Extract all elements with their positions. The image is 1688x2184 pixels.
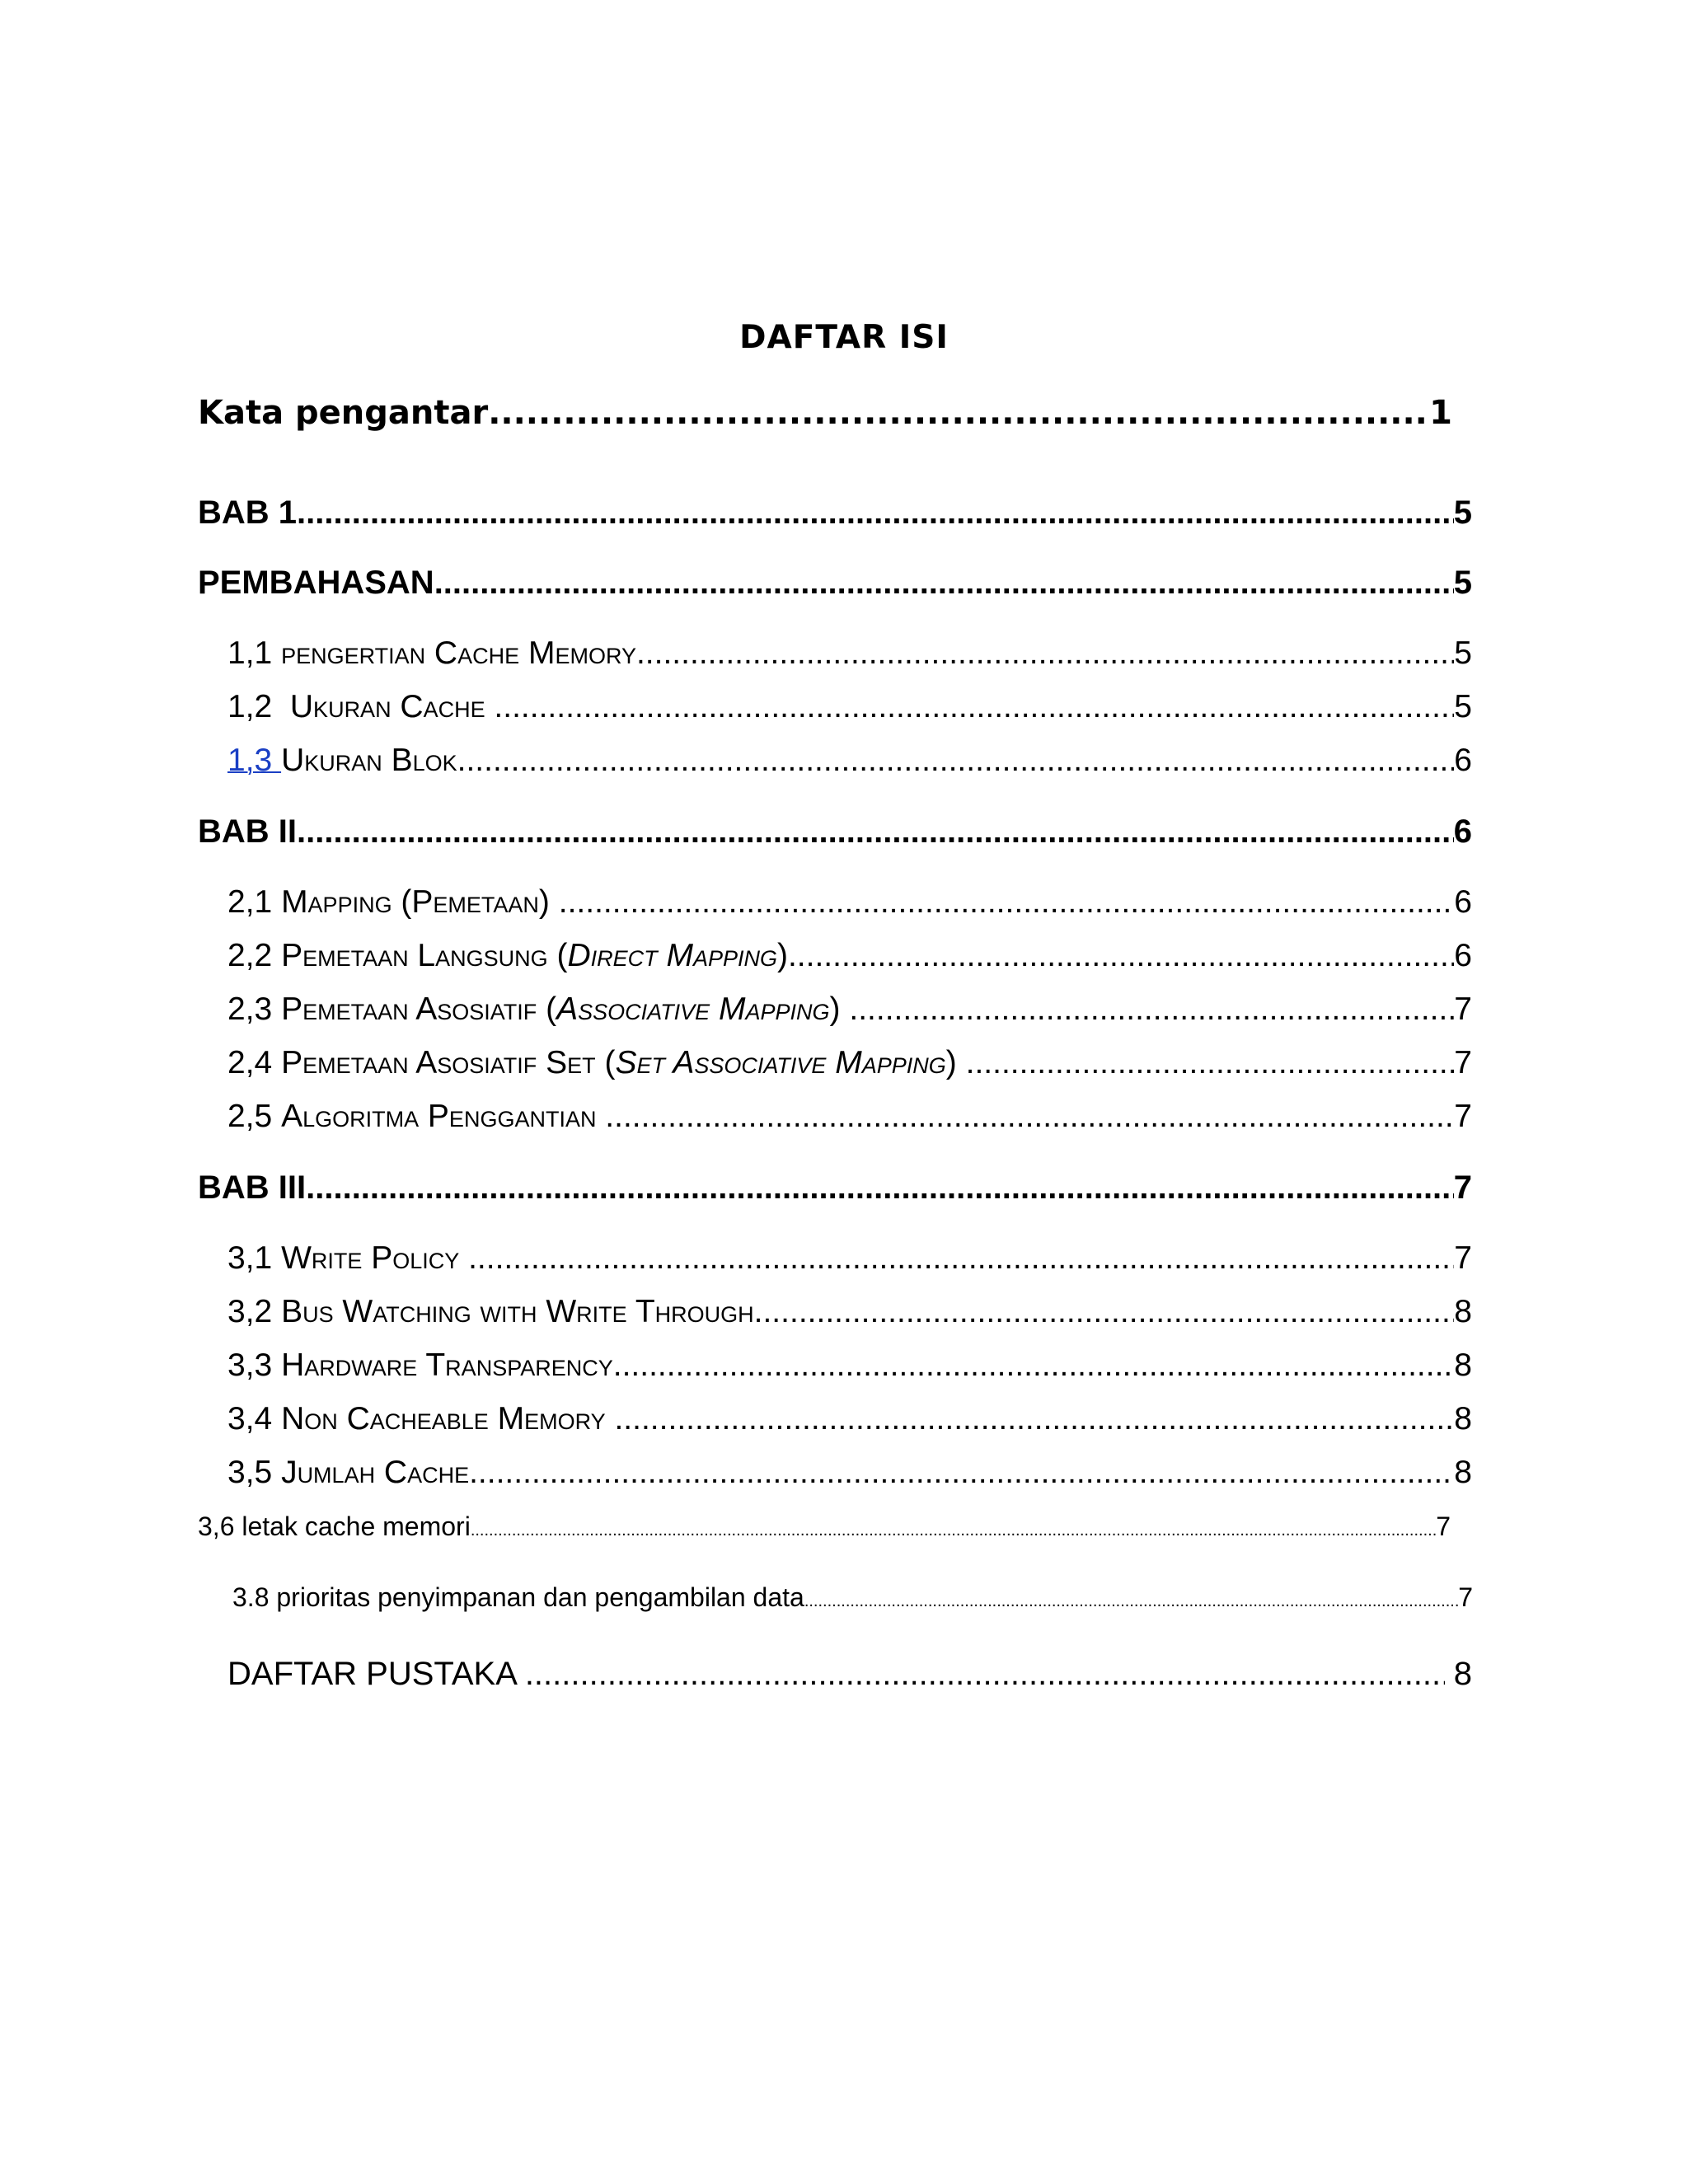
toc-entry-label-group <box>227 1455 469 1491</box>
toc-entry-label-group <box>227 1401 614 1437</box>
toc-entry-label-close: ) <box>829 991 850 1027</box>
toc-entry-label: Hardware Transparency <box>281 1347 613 1383</box>
toc-page-number: 6 <box>1454 938 1472 973</box>
toc-entry-3-2[interactable] <box>227 1294 1472 1338</box>
toc-entry-1-3[interactable] <box>227 743 1472 787</box>
toc-page-number: 7 <box>1458 1582 1473 1612</box>
toc-page-number: 7 <box>1454 991 1472 1027</box>
toc-entry-number: 2,3 <box>227 991 282 1027</box>
toc-entry-bab-1[interactable] <box>198 494 1472 541</box>
toc-entry-label-italic: Direct Mapping <box>567 938 777 973</box>
toc-page-number: 8 <box>1444 1656 1472 1692</box>
toc-entry-kata-pengantar[interactable] <box>198 394 1452 440</box>
toc-entry-label-group <box>227 689 494 725</box>
toc-entry-label-group <box>227 1294 754 1330</box>
toc-entry-2-5[interactable] <box>227 1099 1472 1143</box>
toc-entry-label-group <box>227 991 849 1028</box>
toc-page-number: 7 <box>1454 1045 1472 1080</box>
toc-entry-label-italic: Associative Mapping <box>556 991 830 1027</box>
dot-leader <box>469 1455 1454 1491</box>
toc-entry-bab-3[interactable] <box>198 1169 1472 1216</box>
dot-leader <box>966 1045 1455 1081</box>
toc-entry-2-1[interactable] <box>227 884 1472 929</box>
dot-leader <box>636 635 1454 672</box>
toc-entry-3-5[interactable] <box>227 1455 1472 1499</box>
toc-entry-number: 2,4 <box>227 1045 282 1080</box>
toc-entry-label: PEMBAHASAN <box>198 565 434 601</box>
toc-entry-number: 2,2 <box>227 938 282 973</box>
toc-entry-label: Bus Watching with Write Through <box>281 1294 754 1329</box>
toc-entry-number: 3,2 <box>227 1294 282 1329</box>
toc-entry-label: DAFTAR PUSTAKA <box>227 1656 525 1692</box>
dot-leader <box>525 1656 1445 1693</box>
toc-entry-number: 3,5 <box>227 1455 282 1490</box>
dot-leader <box>849 991 1454 1028</box>
toc-entry-2-2[interactable] <box>227 938 1472 982</box>
toc-entry-label: Non Cacheable Memory <box>281 1401 615 1436</box>
toc-page-number: 8 <box>1454 1455 1472 1490</box>
toc-page-number: 5 <box>1453 565 1472 601</box>
toc-entry-3-4[interactable] <box>227 1401 1472 1446</box>
toc-entry-label: 3,6 letak cache memori <box>198 1511 471 1541</box>
toc-page-number: 5 <box>1454 689 1472 724</box>
toc-page-number: 6 <box>1454 884 1472 920</box>
toc-entry-label-group <box>227 1240 468 1277</box>
toc-entry-3-3[interactable] <box>227 1347 1472 1392</box>
toc-entry-label: Jumlah Cache <box>281 1455 470 1490</box>
toc-entry-label: BAB 1 <box>198 494 298 531</box>
toc-entry-label: 3.8 prioritas penyimpanan dan pengambilan data <box>232 1582 804 1612</box>
toc-entry-3-8[interactable] <box>232 1582 1473 1619</box>
toc-entry-number: 3,3 <box>227 1347 282 1383</box>
toc-entry-label: Ukuran Cache <box>289 689 495 724</box>
page-title: DAFTAR ISI <box>739 319 949 356</box>
toc-entry-label: Algoritma Penggantian <box>281 1099 606 1134</box>
dot-leader <box>468 1240 1454 1277</box>
toc-entry-label: Write Policy <box>281 1240 469 1276</box>
dot-leader <box>471 1521 1436 1540</box>
toc-entry-label: Pemetaan Langsung ( <box>281 938 568 973</box>
toc-entry-label: Pemetaan Asosiatif ( <box>281 991 557 1027</box>
dot-leader <box>754 1294 1455 1330</box>
toc-entry-label-group <box>227 884 559 921</box>
dot-leader <box>306 1169 1454 1207</box>
toc-entry-number: 2,1 <box>227 884 282 920</box>
dot-leader <box>614 1401 1454 1437</box>
toc-entry-label: Kata pengantar <box>198 394 489 432</box>
toc-page-number: 6 <box>1454 743 1472 778</box>
toc-entry-1-2[interactable] <box>227 689 1472 733</box>
toc-entry-label-italic: Set Associative Mapping <box>615 1045 946 1080</box>
toc-page-number: 8 <box>1454 1294 1472 1329</box>
toc-entry-3-6[interactable] <box>198 1511 1451 1548</box>
toc-entry-number: 3,1 <box>227 1240 282 1276</box>
toc-page-number: 5 <box>1453 494 1472 531</box>
toc-entry-2-3[interactable] <box>227 991 1472 1036</box>
dot-leader <box>297 494 1454 532</box>
toc-entry-label: BAB II <box>198 813 297 850</box>
toc-entry-label-group <box>227 1099 605 1135</box>
toc-page-number: 8 <box>1454 1347 1472 1383</box>
toc-page-number: 7 <box>1454 1099 1472 1134</box>
toc-entry-label-group <box>227 743 457 779</box>
toc-entry-number: 3,4 <box>227 1401 282 1436</box>
dot-leader <box>788 938 1454 974</box>
dot-leader <box>434 565 1454 602</box>
dot-leader <box>488 394 1429 432</box>
toc-entry-1-1[interactable] <box>227 635 1472 680</box>
toc-entry-label-close: ) <box>945 1045 966 1080</box>
toc-entry-number: 1,2 <box>227 689 290 724</box>
toc-entry-label-group <box>227 635 636 672</box>
dot-leader <box>804 1592 1458 1611</box>
toc-entry-pembahasan[interactable] <box>198 565 1472 611</box>
toc-page-number: 6 <box>1453 813 1472 850</box>
toc-entry-label: pengertian Cache Memory <box>281 635 636 671</box>
toc-entry-number: 2,5 <box>227 1099 282 1134</box>
dot-leader <box>605 1099 1454 1135</box>
toc-entry-label-group <box>227 938 788 974</box>
toc-page-number: 7 <box>1454 1240 1472 1276</box>
dot-leader <box>297 813 1454 851</box>
toc-entry-bab-2[interactable] <box>198 813 1472 860</box>
toc-entry-label: Mapping (Pemetaan) <box>281 884 559 920</box>
toc-entry-label-group <box>227 1045 966 1081</box>
toc-entry-label: Ukuran Blok <box>281 743 457 778</box>
toc-page-number: 7 <box>1436 1511 1451 1541</box>
toc-entry-2-4[interactable] <box>227 1045 1472 1090</box>
toc-page-number: 8 <box>1454 1401 1472 1436</box>
toc-entry-3-1[interactable] <box>227 1240 1472 1285</box>
toc-entry-label-close: ) <box>776 938 788 973</box>
toc-entry-daftar-pustaka[interactable] <box>227 1656 1472 1704</box>
toc-entry-label: Pemetaan Asosiatif Set ( <box>281 1045 616 1080</box>
toc-page-number: 1 <box>1429 394 1452 432</box>
toc-entry-number: 1,1 <box>227 635 282 671</box>
toc-page-number: 7 <box>1453 1169 1472 1206</box>
dot-leader <box>559 884 1455 921</box>
toc-entry-label-group <box>227 1347 613 1384</box>
toc-entry-label: BAB III <box>198 1169 307 1206</box>
dot-leader <box>457 743 1455 779</box>
dot-leader <box>613 1347 1455 1384</box>
dot-leader <box>494 689 1454 725</box>
toc-page-number: 5 <box>1454 635 1472 671</box>
toc-entry-number-link[interactable]: 1,3 <box>227 743 282 778</box>
